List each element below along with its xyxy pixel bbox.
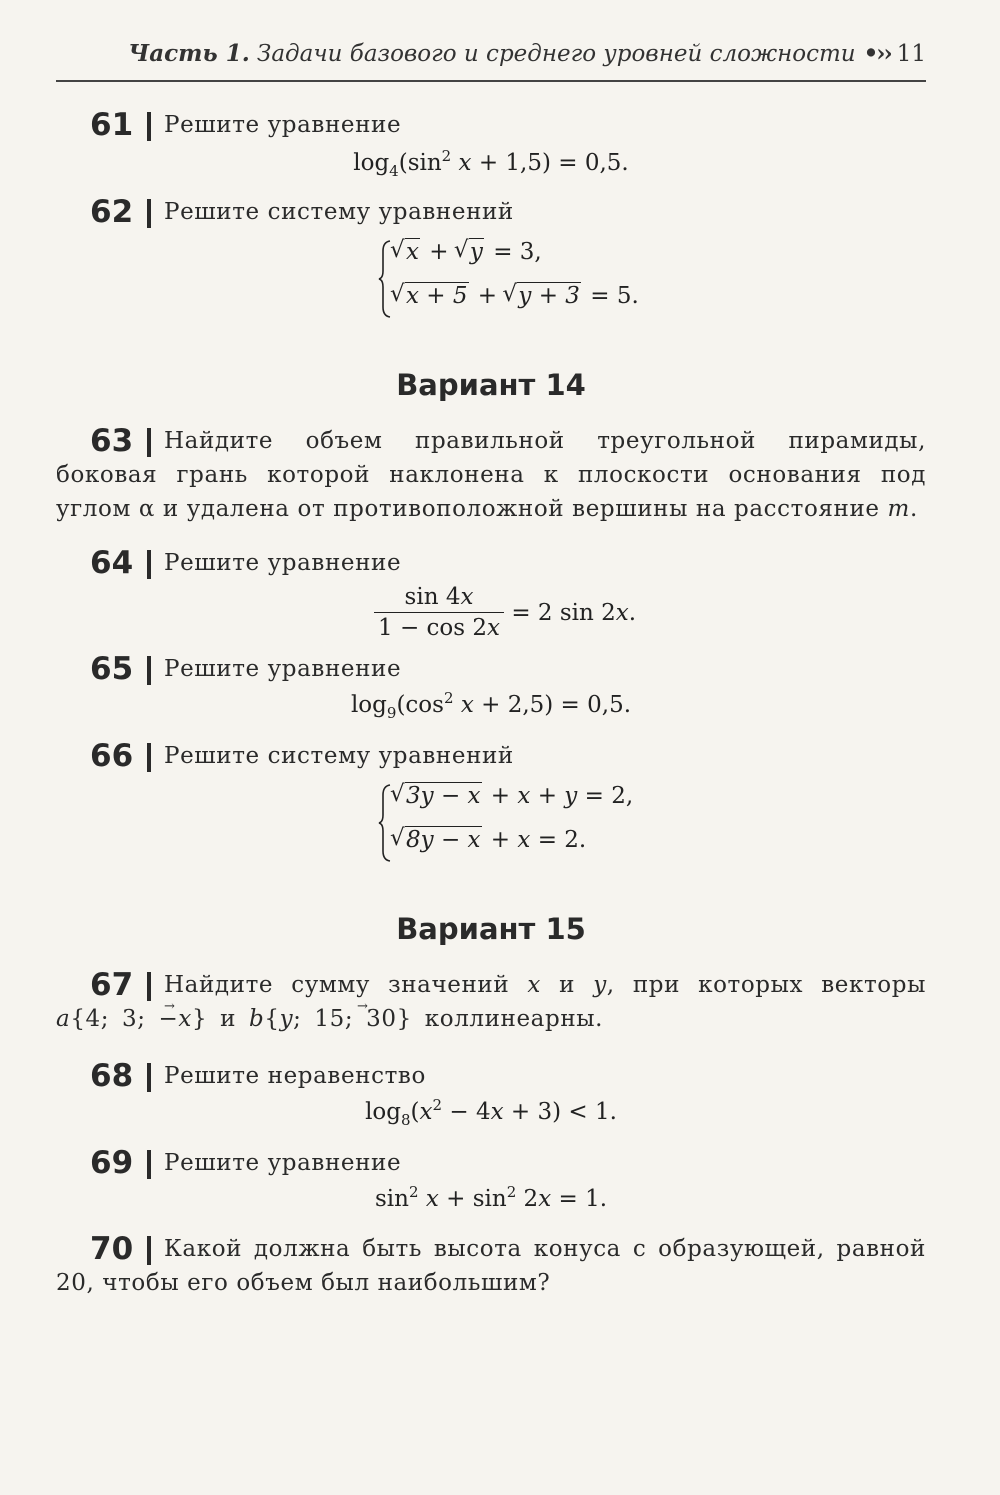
header-dots-icon: •›› [863,40,891,67]
system-line-1: √ x + √ y = 3, [392,239,542,265]
problem-text: Решите уравнение [164,656,402,682]
header-part: Часть 1. [128,40,250,67]
inequality: $\log_8(x^2 - 4x + 3) < 1$. [365,1096,617,1129]
equation: $\sin^2 x + \sin^2 2x = 1$. [374,1183,608,1212]
problem-number: 66 [90,738,134,774]
problem-number: 64 [90,545,134,581]
equation-system [378,239,638,319]
variant-title-14: Вариант 14 [396,368,586,402]
problem-text: Решите неравенство [164,1063,426,1089]
problem-65 [56,651,926,722]
equation-system [378,783,638,863]
problem-text: Какой должна быть высота конуса с образующей, равной 20, чтобы его объем был наибольшим? [56,1236,926,1296]
problem-number: 65 [90,651,134,687]
number-bar [147,1236,151,1265]
problem-69 [56,1145,926,1212]
number-bar [147,743,151,772]
equation: $\frac{\sin 4x}{1 - \cos 2x}$ = 2 sin 2x. [374,584,636,641]
number-bar [147,550,151,579]
running-header [56,40,926,67]
problem-number: 62 [90,194,134,230]
problem-70 [56,1232,926,1300]
problem-61 [56,107,926,180]
problem-68 [56,1058,926,1129]
number-bar [147,1063,151,1092]
header-divider [56,80,926,82]
number-bar [147,1150,151,1179]
problem-number: 67 [90,967,134,1003]
number-bar [147,199,151,228]
problem-66 [56,738,926,853]
system-line-1: √ 3y − x + x + y = 2, [392,783,633,809]
equation: $\log_9(\cos^2$ x + 2,5) = 0,5. [350,689,632,722]
problem-number: 69 [90,1145,134,1181]
problem-text: Решите уравнение [164,112,402,138]
problem-64 [56,545,926,641]
problem-number: 68 [90,1058,134,1094]
fraction: $\frac{\sin 4x}{1 - \cos 2x}$ [374,584,504,641]
problem-62 [56,194,926,309]
problem-text: Найдите объем правильной треугольной пирамиды, боковая грань которой наклонена к плоскости основания под углом α и удалена от противоположной вершины на расстояние m. [56,428,926,522]
header-title: Задачи базового и среднего уровней сложности [257,41,856,67]
problem-number: 61 [90,107,134,143]
page-number: 11 [896,41,926,67]
variable-m: m [887,496,910,522]
problem-67 [56,968,926,1036]
number-bar [147,656,151,685]
number-bar [147,428,151,457]
system-line-2: √ x + 5 + √ y + 3 = 5. [392,283,639,309]
equation: $\log_4(\sin^2$ x + 1,5) = 0,5. [353,147,629,180]
system-line-2: √ 8y − x + x = 2. [392,827,586,853]
problem-text: Найдите сумму значений x и y, при которых векторы → a{4; 3; −x} и → b{y; 15; 30} коллинеарны. [56,968,926,1036]
problem-text: Решите уравнение [164,1150,402,1176]
variant-title-15: Вариант 15 [396,912,586,946]
problem-63 [56,424,926,526]
problem-number: 70 [90,1231,134,1267]
problem-text: Решите систему уравнений [164,199,514,225]
problem-text: Решите систему уравнений [164,743,514,769]
problem-text: Решите уравнение [164,550,402,576]
problem-number: 63 [90,423,134,459]
number-bar [147,112,151,141]
